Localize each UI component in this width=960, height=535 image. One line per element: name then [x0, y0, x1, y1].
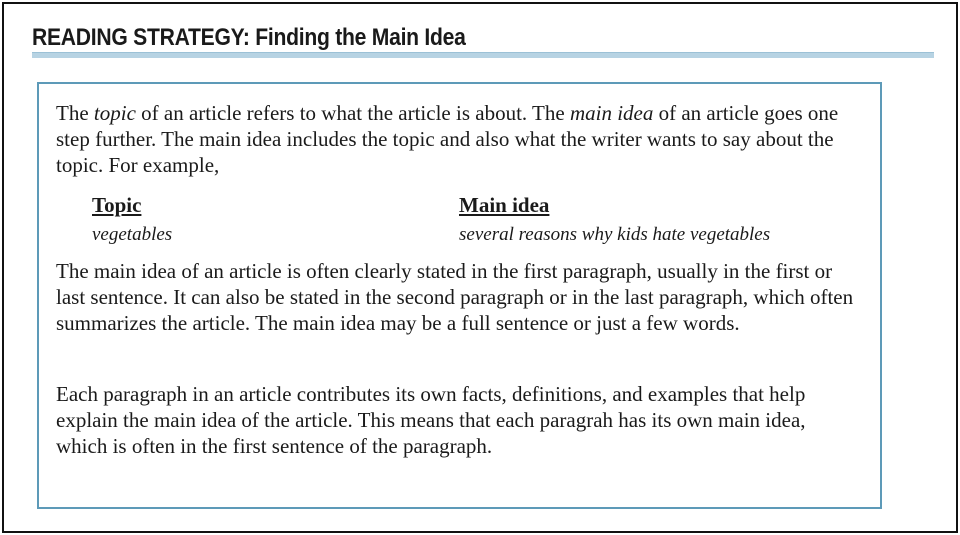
topic-column-header: Topic [92, 193, 142, 217]
paragraph-location: The main idea of an article is often clearly stated in the first paragraph, usually in the first or last sentence. It can also be stated in the second paragraph or in the last paragraph, which often summarizes the article. The main idea may be a full sentence or just a few words. [56, 259, 854, 335]
paragraph-intro [56, 100, 856, 178]
term-topic: topic [93, 101, 136, 125]
main-idea-example-value: several reasons why kids hate vegetables [459, 224, 771, 245]
intro-text-1: The [56, 101, 94, 125]
paragraph-structure: Each paragraph in an article contributes its own facts, definitions, and examples that help explain the main idea of the article. This means that each paragrah has its own main idea, which is often in the first sentence of the paragraph. [56, 382, 806, 458]
main-idea-column-header: Main idea [459, 193, 550, 217]
heading-underline-rule [32, 52, 934, 58]
intro-text-3: of an article goes one step further. The main idea includes the topic and also what the writer wants to say about the topic. For example, [56, 101, 839, 177]
intro-text-2: of an article refers to what the article is about. The [135, 101, 570, 125]
topic-example-value: vegetables [92, 224, 173, 245]
term-main-idea: main idea [569, 101, 654, 125]
section-heading: READING STRATEGY: Finding the Main Idea [32, 24, 466, 51]
